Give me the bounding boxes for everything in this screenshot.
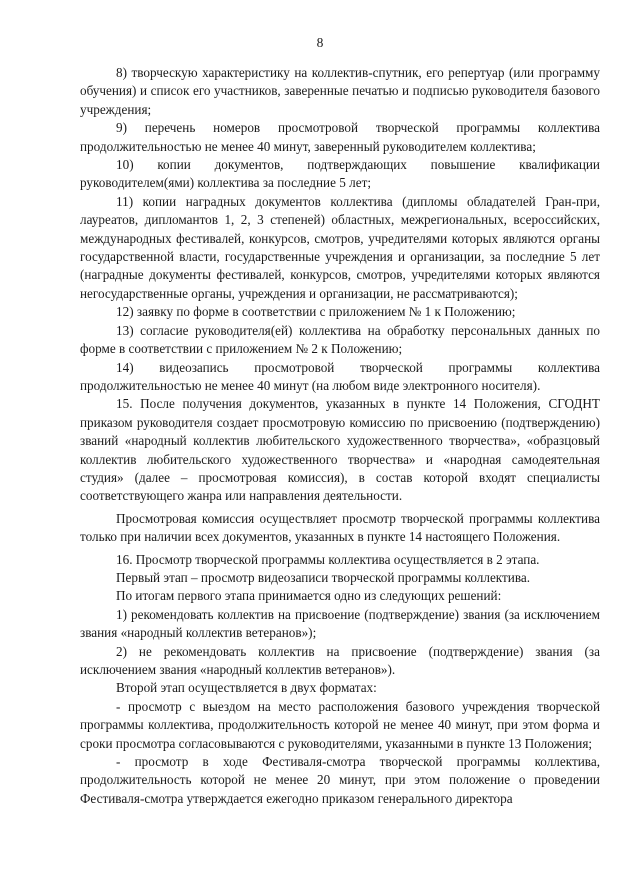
paragraph-item-9: 9) перечень номеров просмотровой творческой программы коллектива продолжительностью не менее 40 минут, заверенный руководителем коллектива;	[80, 120, 600, 154]
paragraph-item-12: 12) заявку по форме в соответствии с приложением № 1 к Положению;	[116, 304, 516, 320]
paragraph-item-14: 14) видеозапись просмотровой творческой программы коллектива продолжительностью не менее 40 минут (на любом виде электронного носителя).	[80, 359, 600, 393]
paragraph-item-8: 8) творческую характеристику на коллектив-спутник, его репертуар (или программу обучения) и список его участников, заверенные печатью и подписью руководителя базового учреждения;	[80, 65, 600, 117]
page-number: 8	[316, 35, 324, 50]
paragraph-clause-15: 15. После получения документов, указанных в пункте 14 Положения, СГОДНТ приказом руководителя создает просмотровую комиссию по присвоению (подтверждению) званий «народный коллектив любительского художественного творчества», «образцовый коллектив любительского художественного творчества» и «народная самодеятельная студия» (далее – просмотровая комиссия), в состав которой входят специалисты соответствующего жанра или направления деятельности.	[80, 396, 600, 504]
paragraph-commission-review: Просмотровая комиссия осуществляет просмотр творческой программы коллектива только при наличии всех документов, указанных в пункте 14 настоящего Положения.	[80, 510, 600, 545]
paragraph-first-stage: Первый этап – просмотр видеозаписи творческой программы коллектива.	[116, 569, 531, 585]
paragraph-decision-1: 1) рекомендовать коллектив на присвоение (подтверждение) звания (за исключением звания «народный коллектив ветеранов»);	[80, 606, 600, 641]
paragraph-second-stage-onsite: - просмотр с выездом на место расположения базового учреждения творческой программы коллектива, продолжительность которой не менее 40 минут, при этом форма и сроки просмотра согласовываются с руководителями, указанными в пункте 13 Положения;	[80, 698, 600, 751]
paragraph-second-stage: Второй этап осуществляется в двух форматах:	[116, 680, 377, 696]
paragraph-second-stage-festival: - просмотр в ходе Фестиваля-смотра творческой программы коллектива, продолжительность которой не менее 20 минут, при этом положение о проведении Фестиваля-смотра утверждается ежегодно приказом генерального директора	[80, 754, 600, 806]
paragraph-decision-2: 2) не рекомендовать коллектив на присвоение (подтверждение) звания (за исключением звания «народный коллектив ветеранов»).	[80, 643, 600, 677]
paragraph-item-10: 10) копии документов, подтверждающих повышение квалификации руководителем(ями) коллектива за последние 5 лет;	[80, 157, 600, 191]
document-body	[80, 64, 600, 808]
paragraph-clause-16: 16. Просмотр творческой программы коллектива осуществляется в 2 этапа.	[116, 551, 540, 567]
paragraph-first-stage-decisions: По итогам первого этапа принимается одно из следующих решений:	[116, 588, 502, 604]
paragraph-item-13: 13) согласие руководителя(ей) коллектива на обработку персональных данных по форме в соответствии с приложением № 2 к Положению;	[80, 322, 600, 357]
paragraph-item-11: 11) копии наградных документов коллектива (дипломы обладателей Гран-при, лауреатов, дипломантов 1, 2, 3 степеней) областных, межрегиональных, всероссийских, международных фестивалей, конкурсов, смотров, учредителями которых являются органы государственной власти, государственные учреждения и организации, за последние 5 лет (наградные документы фестивалей, конкурсов, смотров, учредителями которых являются негосударственные органы, учреждения и организации, не рассматриваются);	[80, 193, 600, 301]
